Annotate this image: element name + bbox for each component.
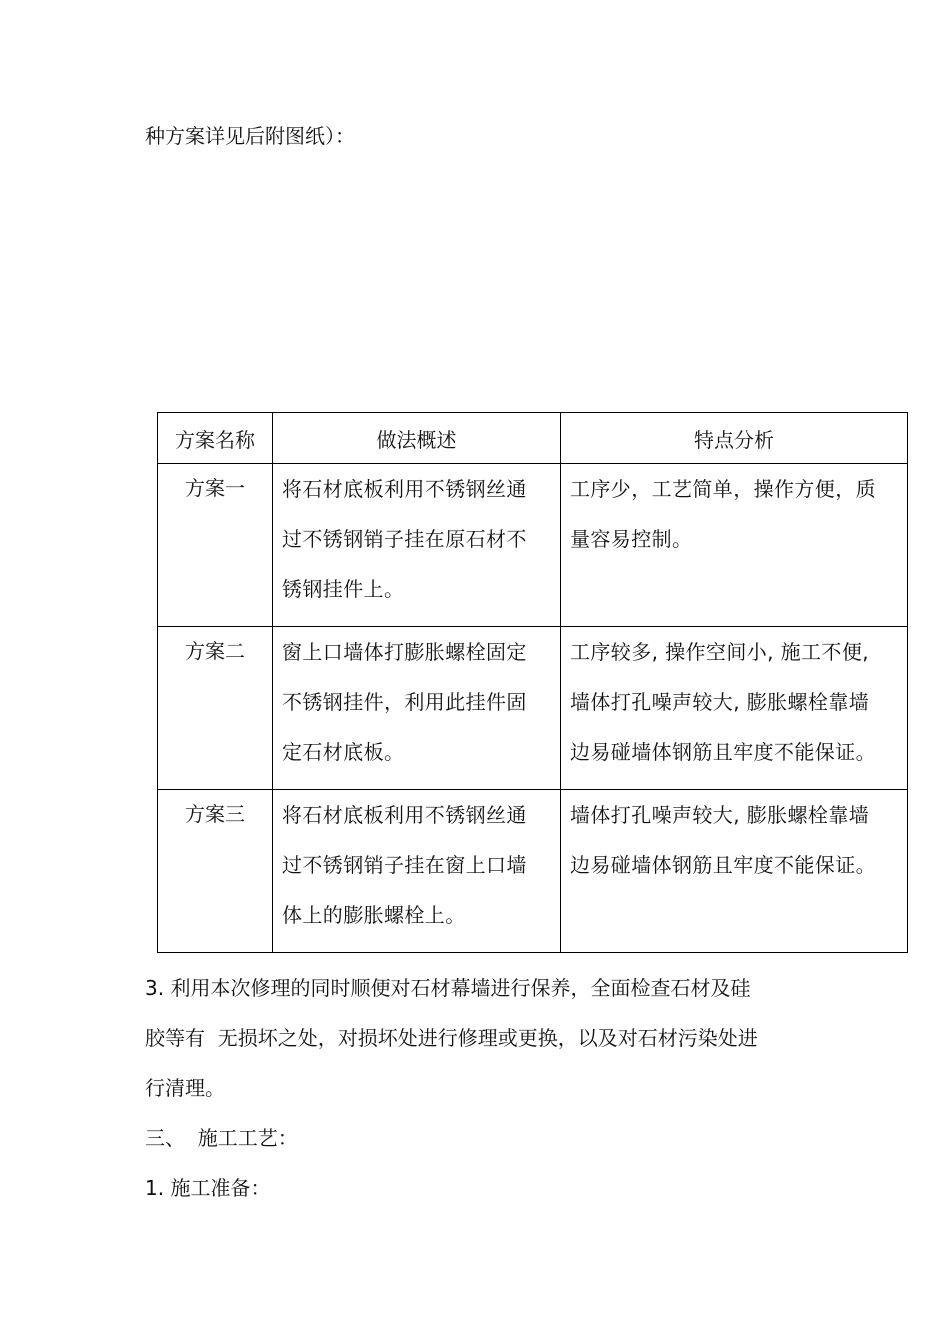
feature-cell xyxy=(561,627,908,790)
method-cell xyxy=(273,790,561,953)
scheme-name-cell: 方案二 xyxy=(158,627,273,790)
method-line: 定石材底板。 xyxy=(282,740,405,764)
table-row xyxy=(158,790,908,953)
method-line: 体上的膨胀螺栓上。 xyxy=(282,903,466,927)
feature-cell xyxy=(561,790,908,953)
feature-line: 墙体打孔噪声较大, 膨胀螺栓靠墙 xyxy=(570,690,870,714)
scheme-comparison-table xyxy=(157,412,908,953)
scheme-name-cell: 方案一 xyxy=(158,464,273,627)
method-line: 过不锈钢销子挂在原石材不 xyxy=(282,527,527,551)
method-line: 窗上口墙体打膨胀螺栓固定 xyxy=(282,640,527,664)
feature-line: 工序少，工艺简单，操作方便，质 xyxy=(570,477,876,501)
scheme-name-cell: 方案三 xyxy=(158,790,273,953)
method-line: 过不锈钢销子挂在窗上口墙 xyxy=(282,853,527,877)
feature-line: 边易碰墙体钢筋且牢度不能保证。 xyxy=(570,853,876,877)
method-line: 将石材底板利用不锈钢丝通 xyxy=(282,477,527,501)
table-row xyxy=(158,464,908,627)
feature-line: 墙体打孔噪声较大, 膨胀螺栓靠墙 xyxy=(570,803,870,827)
method-cell xyxy=(273,627,561,790)
feature-line: 边易碰墙体钢筋且牢度不能保证。 xyxy=(570,740,876,764)
intro-text-line: 种方案详见后附图纸）： xyxy=(145,124,355,148)
method-line: 将石材底板利用不锈钢丝通 xyxy=(282,803,527,827)
header-feature-analysis: 特点分析 xyxy=(561,413,908,464)
paragraph-line: 3. 利用本次修理的同时顺便对石材幕墙进行保养，全面检查石材及硅 xyxy=(145,976,751,1000)
subsection-heading: 1. 施工准备： xyxy=(145,1176,271,1200)
method-line: 不锈钢挂件，利用此挂件固 xyxy=(282,690,527,714)
header-scheme-name: 方案名称 xyxy=(158,413,273,464)
paragraph-line: 行清理。 xyxy=(145,1076,225,1100)
method-line: 锈钢挂件上。 xyxy=(282,577,405,601)
table-row xyxy=(158,627,908,790)
feature-line: 量容易控制。 xyxy=(570,527,693,551)
method-cell xyxy=(273,464,561,627)
table-header-row xyxy=(158,413,908,464)
paragraph-line: 胶等有 无损坏之处，对损坏处进行修理或更换，以及对石材污染处进 xyxy=(145,1026,758,1050)
section-heading: 三、 施工工艺： xyxy=(145,1126,298,1150)
header-method-summary: 做法概述 xyxy=(273,413,561,464)
feature-cell xyxy=(561,464,908,627)
feature-line: 工序较多, 操作空间小, 施工不便, xyxy=(570,640,869,664)
